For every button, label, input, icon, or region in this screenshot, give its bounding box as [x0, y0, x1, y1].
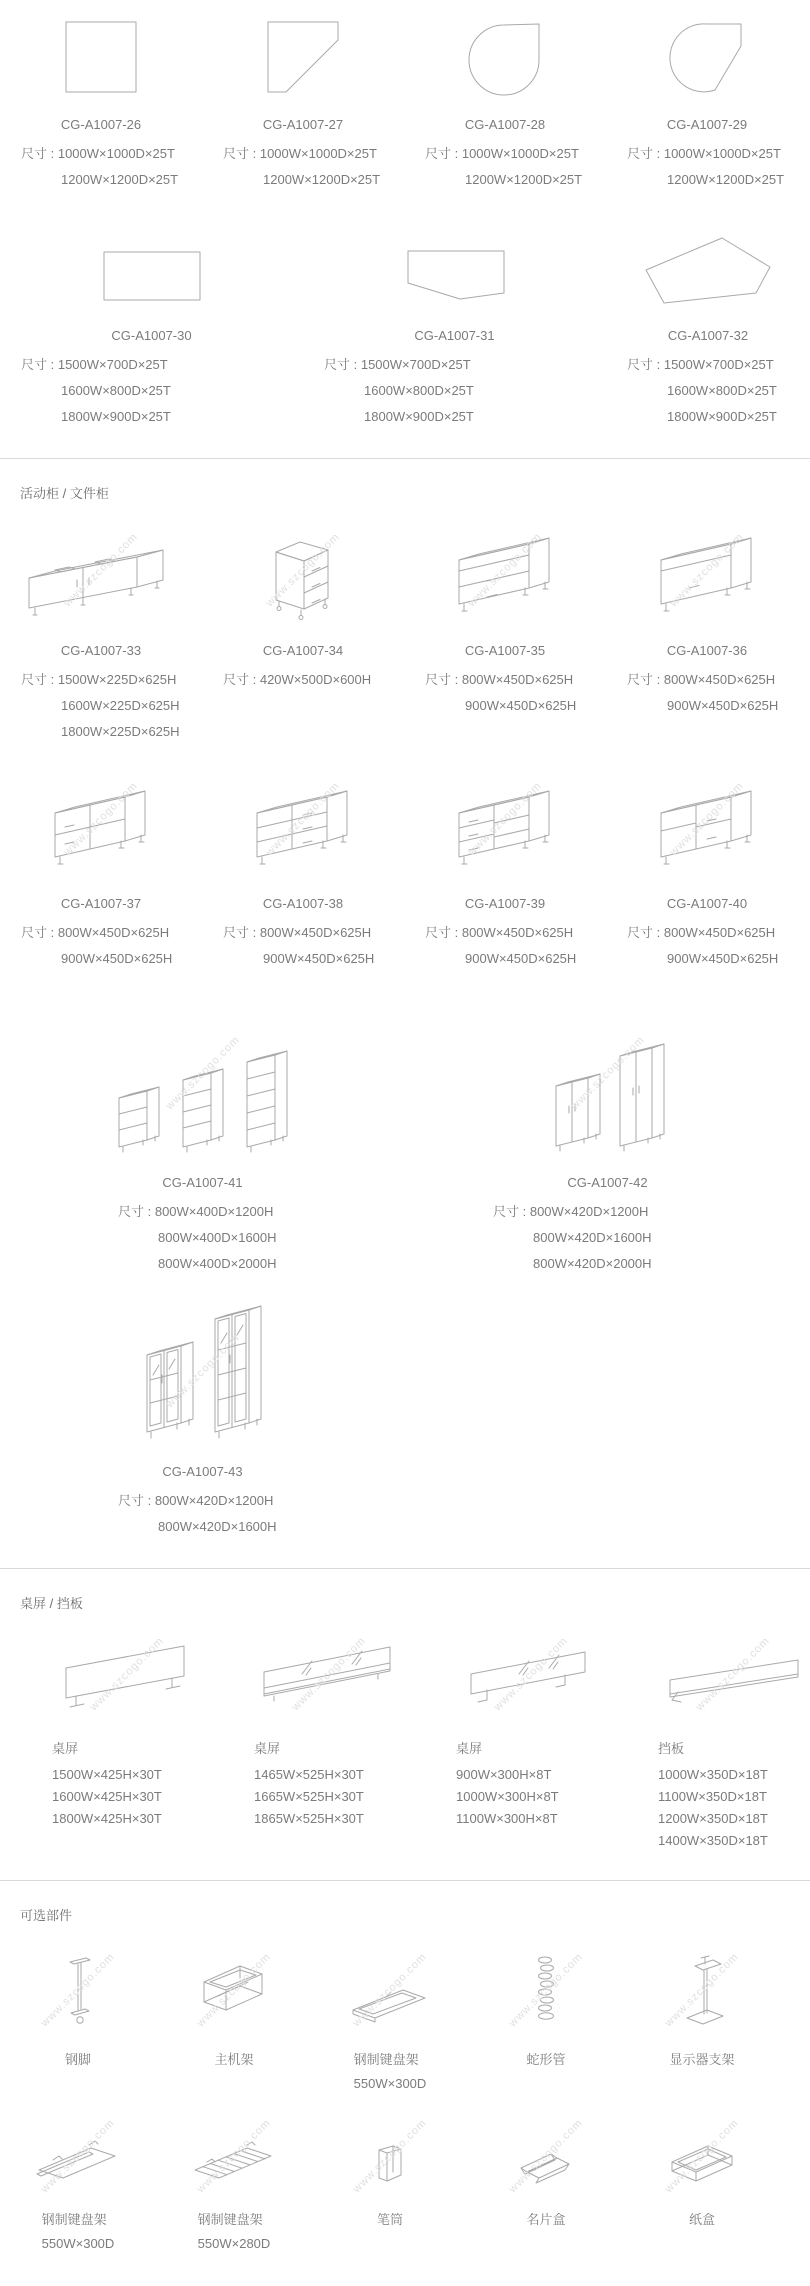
pedestal-cabinet-drawing — [202, 514, 404, 622]
desk-screen-drawing — [52, 1626, 202, 1718]
product-card — [0, 1616, 202, 1852]
watermark: www.szcogo.com — [263, 780, 343, 859]
cabinets-row-2 — [0, 745, 810, 972]
desktop-shapes-row-1 — [0, 0, 810, 193]
section-header-parts: 可选部件 — [20, 1908, 73, 1923]
part-label: 显示器支架 — [669, 2052, 735, 2067]
product-code: CG-A1007-27 — [262, 117, 344, 132]
watermark: www.szcogo.com — [38, 2116, 118, 2195]
product-dimensions: 尺寸 : 1000W×1000D×25T 1200W×1200D×25T — [425, 146, 583, 187]
cabinets-row-4 — [0, 1277, 810, 1540]
product-card — [606, 506, 808, 745]
part-card — [156, 2096, 312, 2256]
part-label: 钢脚 — [64, 2052, 91, 2067]
screen-label: 挡板 — [658, 1741, 685, 1756]
product-card — [0, 193, 303, 430]
part-card — [312, 2096, 468, 2256]
combo-cabinet-drawing — [606, 759, 808, 875]
part-label: 钢制键盘架 — [41, 2212, 107, 2227]
product-card — [606, 745, 808, 972]
product-code: CG-A1007-26 — [60, 117, 142, 132]
cpu-holder-drawing — [156, 1942, 312, 2034]
product-card — [202, 745, 404, 972]
desk-shape-rect-drawing — [0, 215, 303, 307]
parts-row-2 — [0, 2096, 780, 2256]
product-code: CG-A1007-43 — [162, 1464, 243, 1479]
part-label: 主机架 — [214, 2052, 254, 2067]
monitor-arm-drawing — [624, 1942, 780, 2034]
part-card — [624, 1928, 780, 2096]
product-card — [0, 972, 405, 1277]
part-card — [156, 1928, 312, 2096]
watermark: www.szcogo.com — [662, 1950, 742, 2030]
screen-dimensions: 1500W×425H×30T 1600W×425H×30T 1800W×425H×30T — [52, 1767, 162, 1826]
product-card — [202, 0, 404, 193]
part-card — [0, 1928, 156, 2096]
watermark: www.szcogo.com — [465, 780, 545, 859]
product-code: CG-A1007-28 — [464, 117, 546, 132]
pen-holder-drawing — [312, 2114, 468, 2194]
watermark: www.szcogo.com — [465, 530, 545, 610]
desk-shape-square-drawing — [0, 10, 202, 96]
watermark: www.szcogo.com — [61, 530, 141, 610]
part-card — [312, 1928, 468, 2096]
glass-screen-drawing — [254, 1626, 404, 1718]
clamp-screen-drawing — [456, 1626, 606, 1718]
watermark: www.szcogo.com — [194, 1950, 274, 2030]
combo-cabinet-drawing — [0, 759, 202, 875]
product-dimensions: 尺寸 : 1000W×1000D×25T 1200W×1200D×25T — [223, 146, 381, 187]
product-dimensions: 尺寸 : 1000W×1000D×25T 1200W×1200D×25T — [627, 146, 785, 187]
part-dimension: 550W×300D — [41, 2236, 115, 2251]
card-box-drawing — [468, 2114, 624, 2194]
parts-row-1 — [0, 1928, 780, 2096]
steel-leg-drawing — [0, 1942, 156, 2034]
product-card — [404, 745, 606, 972]
watermark: www.szcogo.com — [662, 2116, 742, 2195]
product-dimensions: 尺寸 : 800W×450D×625H 900W×450D×625H — [223, 925, 375, 966]
bookcase-set-drawing — [0, 986, 405, 1154]
product-code: CG-A1007-29 — [666, 117, 748, 132]
product-dimensions: 尺寸 : 800W×450D×625H 900W×450D×625H — [627, 925, 779, 966]
part-card — [468, 2096, 624, 2256]
product-card — [405, 972, 810, 1277]
watermark: www.szcogo.com — [667, 780, 747, 859]
product-dimensions: 尺寸 : 800W×420D×1200H 800W×420D×1600H 800W×420D×2000H — [493, 1204, 652, 1271]
watermark: www.szcogo.com — [61, 780, 141, 859]
watermark: www.szcogo.com — [693, 1634, 773, 1714]
paper-tray-drawing — [624, 2114, 780, 2194]
cable-spine-drawing — [468, 1942, 624, 2034]
watermark: www.szcogo.com — [506, 1950, 586, 2030]
product-card — [606, 1616, 808, 1852]
watermark: www.szcogo.com — [506, 2116, 586, 2195]
desk-shape-teardrop-cut-drawing — [606, 10, 808, 96]
screen-label: 桌屏 — [456, 1741, 483, 1756]
desk-shape-pentagon-drawing — [606, 215, 810, 307]
desk-shape-cut-rect-drawing — [303, 215, 606, 307]
desk-shape-teardrop-drawing — [404, 10, 606, 96]
part-card — [624, 2096, 780, 2256]
product-dimensions: 尺寸 : 1500W×700D×25T 1600W×800D×25T 1800W×900D×25T — [21, 357, 171, 424]
product-code: CG-A1007-36 — [666, 643, 748, 658]
keyboard-tray-mesh-drawing — [156, 2114, 312, 2194]
product-code: CG-A1007-39 — [464, 896, 546, 911]
product-card — [0, 745, 202, 972]
watermark: www.szcogo.com — [163, 1331, 242, 1411]
product-code: CG-A1007-32 — [667, 328, 749, 343]
part-label: 钢制键盘架 — [197, 2212, 263, 2227]
product-code: CG-A1007-38 — [262, 896, 344, 911]
product-card — [0, 0, 202, 193]
product-dimensions: 尺寸 : 1500W×700D×25T 1600W×800D×25T 1800W×900D×25T — [324, 357, 474, 424]
product-code: CG-A1007-37 — [60, 896, 142, 911]
product-dimensions: 尺寸 : 800W×400D×1200H 800W×400D×1600H 800W×400D×2000H — [118, 1204, 277, 1271]
product-code: CG-A1007-40 — [666, 896, 748, 911]
product-dimensions: 尺寸 : 800W×450D×625H 900W×450D×625H — [425, 925, 577, 966]
section-header-screens: 桌屏 / 挡板 — [20, 1596, 83, 1611]
watermark: www.szcogo.com — [350, 1950, 430, 2030]
part-dimension: 550W×280D — [197, 2236, 271, 2251]
screen-dimensions: 1465W×525H×30T 1665W×525H×30T 1865W×525H×30T — [254, 1767, 364, 1826]
empty-cell — [405, 1277, 810, 1540]
low-cabinet-drawer-shelf-drawing — [606, 514, 808, 622]
watermark: www.szcogo.com — [194, 2116, 274, 2195]
screen-label: 桌屏 — [254, 1741, 281, 1756]
cabinets-row-3 — [0, 972, 810, 1277]
part-label: 蛇形管 — [526, 2052, 566, 2067]
product-dimensions: 尺寸 : 800W×420D×1200H 800W×420D×1600H — [118, 1493, 277, 1534]
cabinets-row-1 — [0, 506, 810, 745]
section-header-cabinets: 活动柜 / 文件柜 — [20, 486, 109, 501]
watermark: www.szcogo.com — [163, 1034, 242, 1113]
watermark: www.szcogo.com — [491, 1634, 571, 1714]
product-dimensions: 尺寸 : 800W×450D×625H 900W×450D×625H — [425, 672, 577, 713]
keyboard-tray-drawing — [312, 1942, 468, 2034]
product-card — [202, 1616, 404, 1852]
product-card — [606, 0, 808, 193]
product-dimensions: 尺寸 : 420W×500D×600H — [223, 672, 372, 687]
watermark: www.szcogo.com — [38, 1950, 118, 2030]
product-card — [0, 506, 202, 745]
part-card — [0, 2096, 156, 2256]
part-label: 笔筒 — [376, 2212, 403, 2227]
watermark: www.szcogo.com — [87, 1634, 167, 1714]
product-code: CG-A1007-42 — [567, 1175, 648, 1190]
screen-dimensions: 1000W×350D×18T 1100W×350D×18T 1200W×350D×18T 1400W×350D×18T — [658, 1767, 768, 1848]
screen-dimensions: 900W×300H×8T 1000W×300H×8T 1100W×300H×8T — [456, 1767, 559, 1826]
low-cabinet-drawers-drawing — [404, 514, 606, 622]
product-code: CG-A1007-41 — [162, 1175, 243, 1190]
product-card — [303, 193, 606, 430]
product-code: CG-A1007-30 — [111, 328, 192, 343]
combo-cabinet-drawing — [404, 759, 606, 875]
product-code: CG-A1007-34 — [262, 643, 344, 658]
product-card — [404, 506, 606, 745]
keyboard-tray-rail-drawing — [0, 2114, 156, 2194]
screen-label: 桌屏 — [52, 1741, 79, 1756]
screens-row — [0, 1616, 810, 1852]
part-dimension: 550W×300D — [353, 2076, 427, 2091]
product-dimensions: 尺寸 : 800W×450D×625H 900W×450D×625H — [627, 672, 779, 713]
product-card — [202, 506, 404, 745]
sideboard-cabinet-drawing — [0, 514, 202, 622]
watermark: www.szcogo.com — [667, 530, 747, 610]
product-dimensions: 尺寸 : 1000W×1000D×25T 1200W×1200D×25T — [21, 146, 179, 187]
product-card — [404, 0, 606, 193]
door-cabinet-set-drawing — [405, 986, 810, 1154]
product-code: CG-A1007-31 — [414, 328, 495, 343]
watermark: www.szcogo.com — [568, 1034, 647, 1113]
part-label: 钢制键盘架 — [353, 2052, 419, 2067]
product-card — [606, 193, 810, 430]
baffle-panel-drawing — [658, 1626, 808, 1718]
product-dimensions: 尺寸 : 1500W×700D×25T 1600W×800D×25T 1800W×900D×25T — [627, 357, 777, 424]
glass-cabinet-set-drawing — [0, 1293, 405, 1443]
watermark: www.szcogo.com — [263, 530, 343, 610]
part-label: 纸盒 — [688, 2212, 715, 2227]
part-card — [468, 1928, 624, 2096]
product-code: CG-A1007-35 — [464, 643, 546, 658]
combo-cabinet-drawing — [202, 759, 404, 875]
watermark: www.szcogo.com — [289, 1634, 369, 1714]
desk-shape-corner-drawing — [202, 10, 404, 96]
part-label: 名片盒 — [526, 2212, 566, 2227]
product-card — [404, 1616, 606, 1852]
product-code: CG-A1007-33 — [60, 643, 142, 658]
product-dimensions: 尺寸 : 800W×450D×625H 900W×450D×625H — [21, 925, 173, 966]
product-card — [0, 1277, 405, 1540]
bottom-spacer — [0, 2256, 810, 2286]
desktop-shapes-row-2 — [0, 193, 810, 430]
product-dimensions: 尺寸 : 1500W×225D×625H 1600W×225D×625H 1800W×225D×625H — [21, 672, 180, 739]
watermark: www.szcogo.com — [350, 2116, 430, 2195]
